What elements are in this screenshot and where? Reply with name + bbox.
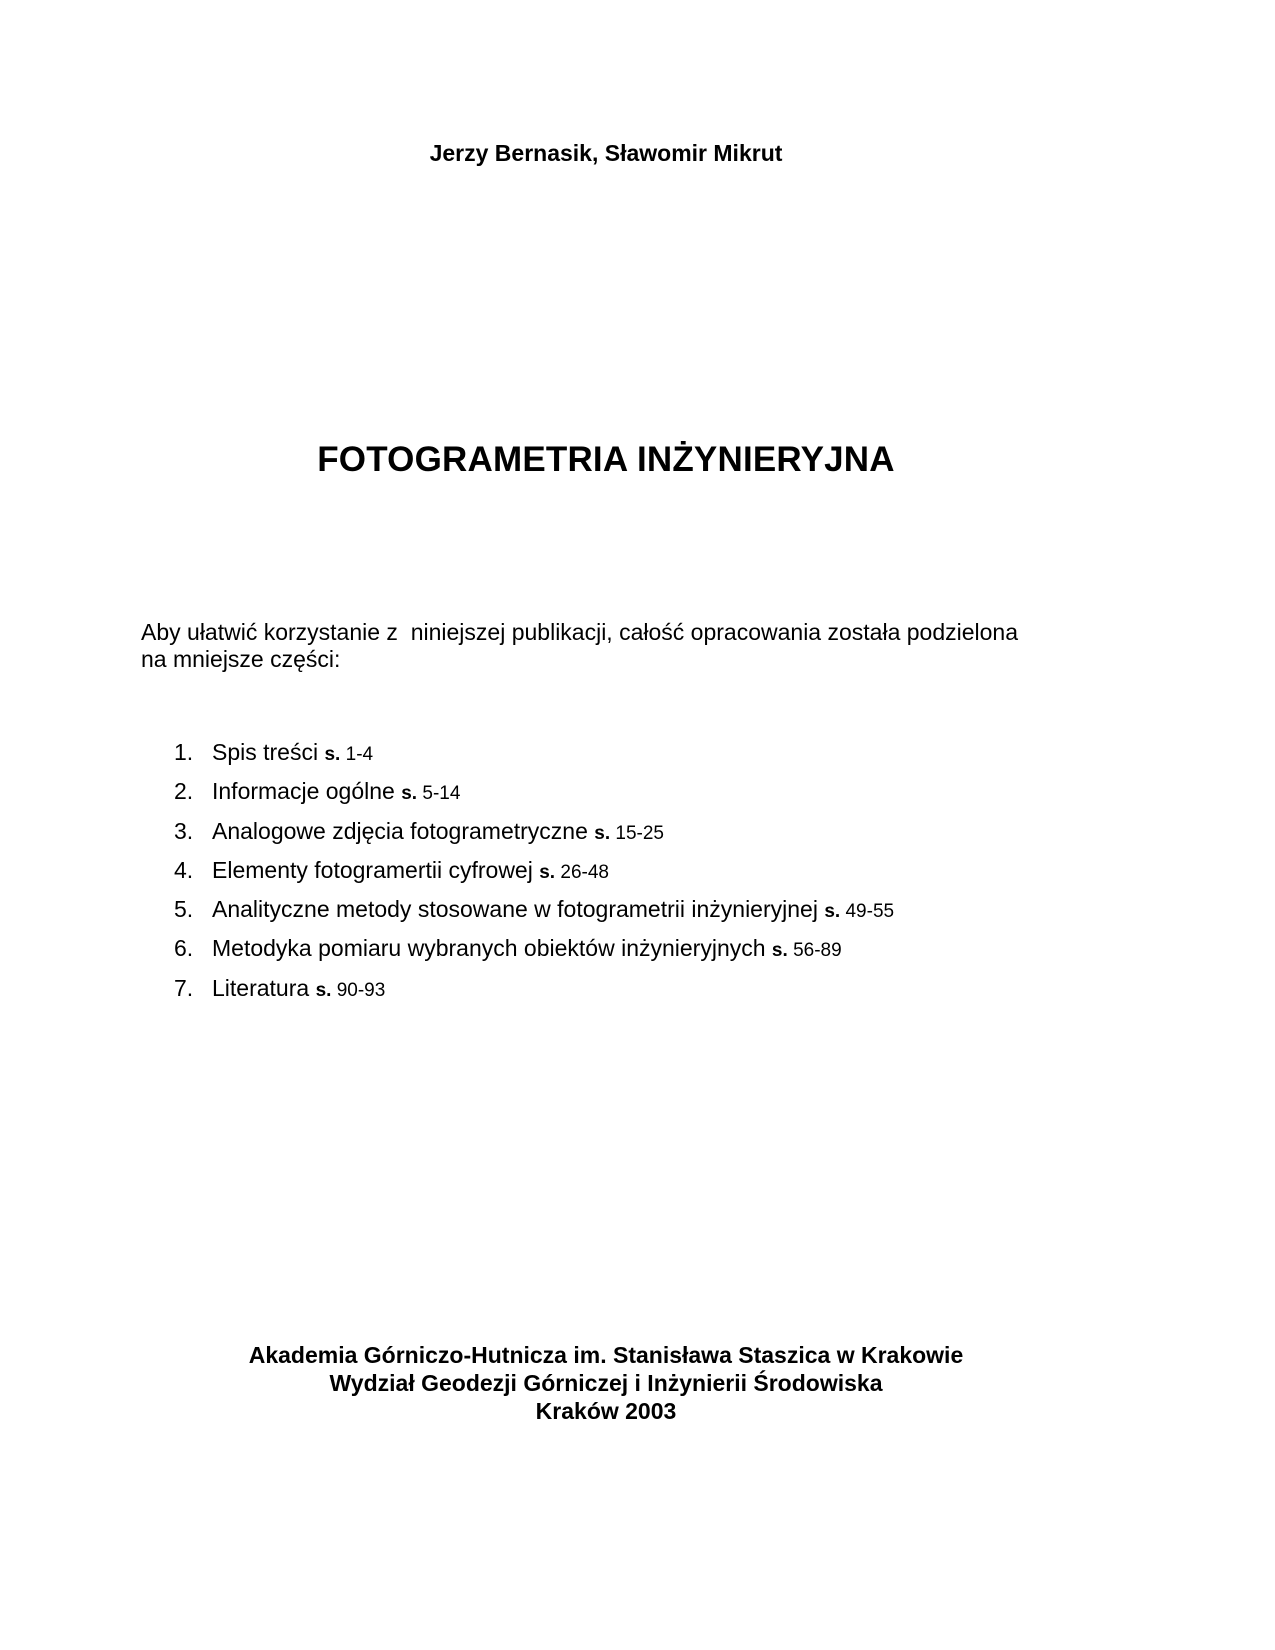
toc-page-prefix: s.	[315, 979, 332, 1001]
toc-number: 7.	[174, 974, 194, 1001]
toc-number: 2.	[174, 778, 194, 805]
toc-label: Spis treści	[212, 739, 319, 765]
toc-page-prefix: s.	[594, 822, 611, 844]
toc-item	[174, 776, 894, 815]
publisher-block	[0, 1341, 1212, 1425]
toc-label: Elementy fotogramertii cyfrowej	[212, 856, 533, 883]
toc-page-prefix: s.	[824, 901, 841, 923]
toc-number: 6.	[174, 935, 194, 962]
toc-label: Informacje ogólne	[212, 778, 395, 805]
toc-item	[174, 855, 894, 894]
toc-number: 1.	[174, 739, 194, 765]
toc-label: Analogowe zdjęcia fotogrametryczne	[212, 817, 588, 844]
table-of-contents	[174, 737, 894, 1012]
toc-pages: 26-48	[560, 861, 609, 883]
university-name: Akademia Górniczo-Hutnicza im. Stanisława Staszica w Krakowie	[248, 1342, 964, 1368]
toc-pages: 56-89	[793, 940, 842, 962]
toc-page-prefix: s.	[771, 940, 788, 962]
intro-line-2: na mniejsze części:	[141, 646, 341, 672]
toc-pages: 49-55	[845, 901, 895, 923]
toc-number: 5.	[174, 896, 194, 923]
toc-pages: 1-4	[345, 744, 374, 765]
toc-page-prefix: s.	[401, 783, 418, 805]
toc-label: Literatura	[212, 974, 310, 1001]
intro-paragraph	[141, 619, 1081, 673]
toc-pages: 90-93	[336, 979, 386, 1001]
toc-item	[174, 816, 894, 855]
place-year: Kraków 2003	[535, 1398, 677, 1424]
toc-pages: 15-25	[615, 822, 665, 844]
faculty-name: Wydział Geodezji Górniczej i Inżynierii Środowiska	[329, 1370, 883, 1396]
toc-label: Metodyka pomiaru wybranych obiektów inżynieryjnych	[212, 935, 766, 962]
toc-item	[174, 973, 894, 1012]
toc-page-prefix: s.	[539, 861, 556, 883]
toc-item	[174, 737, 894, 776]
toc-pages: 5-14	[422, 783, 461, 805]
toc-item	[174, 894, 894, 933]
toc-item	[174, 933, 894, 972]
document-title: FOTOGRAMETRIA INŻYNIERYJNA	[317, 440, 895, 479]
toc-number: 4.	[174, 856, 194, 883]
toc-page-prefix: s.	[324, 744, 341, 765]
intro-line-1: Aby ułatwić korzystanie z niniejszej publikacji, całość opracowania została podzielona	[141, 619, 1019, 645]
toc-number: 3.	[174, 817, 194, 844]
toc-label: Analityczne metody stosowane w fotogrametrii inżynieryjnej	[212, 896, 818, 923]
authors: Jerzy Bernasik, Sławomir Mikrut	[429, 140, 783, 166]
